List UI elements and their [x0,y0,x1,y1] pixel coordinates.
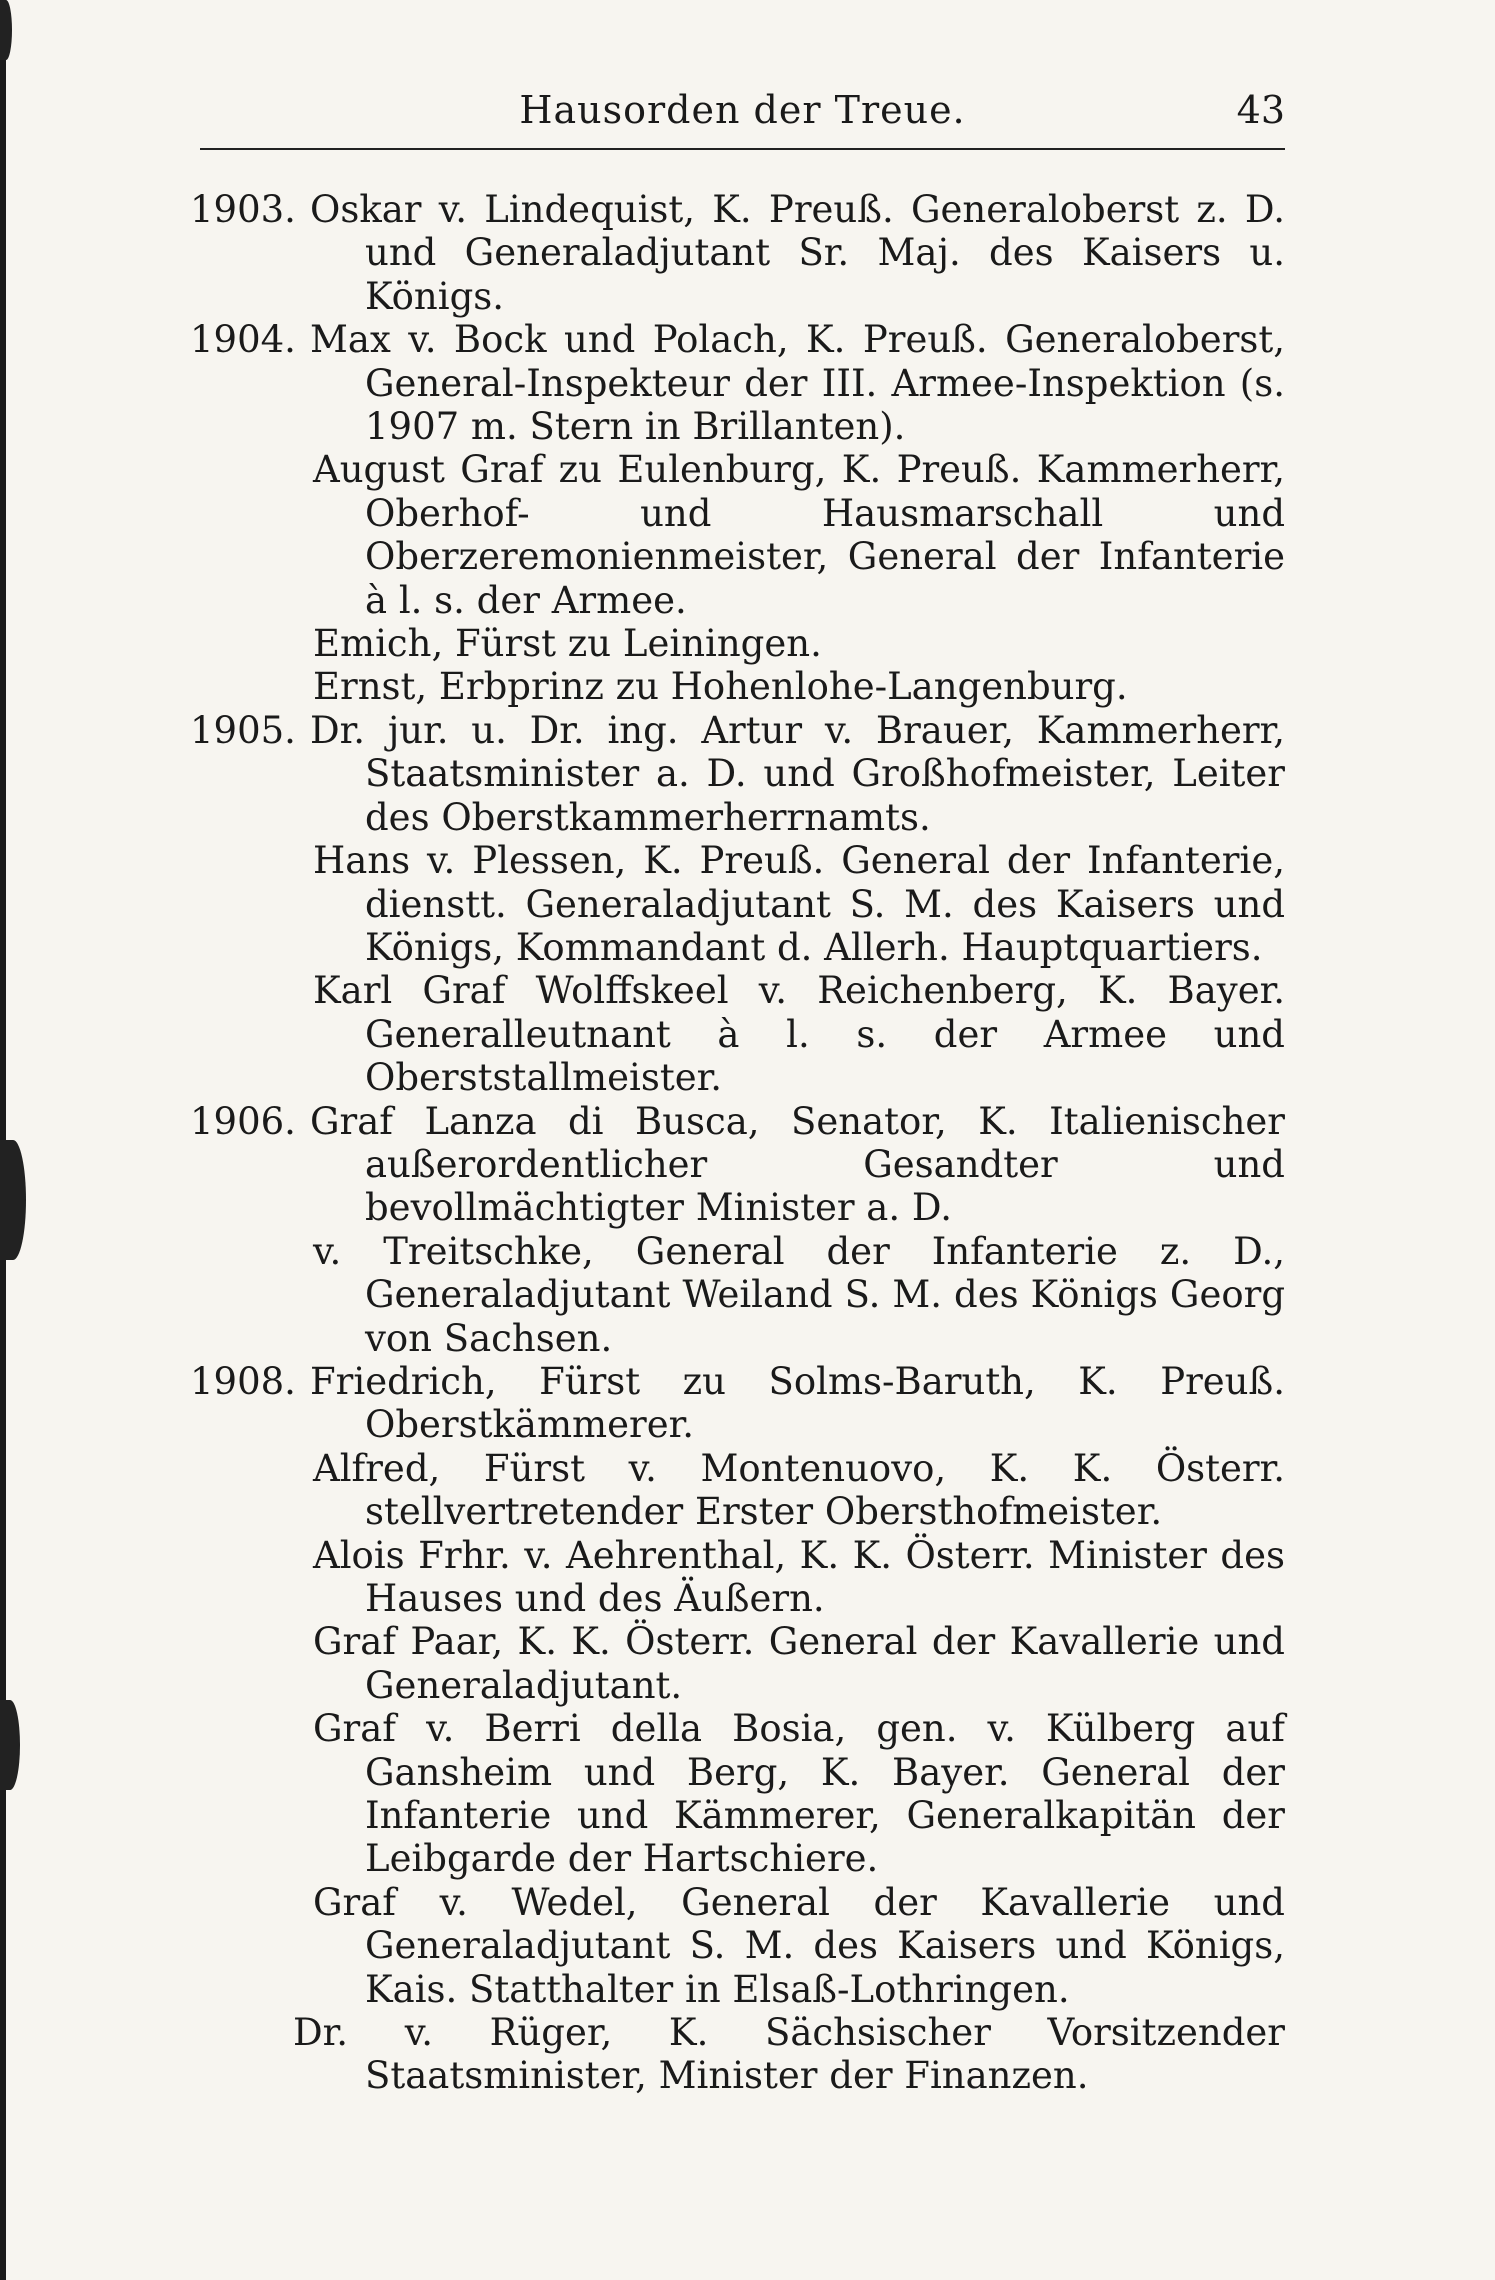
entry-item [190,969,1285,1099]
binding-mark-lower [0,1700,20,1790]
entry-1903 [190,188,1285,318]
entry-year: 1908. [190,1359,296,1403]
entry-item [190,1881,1285,2011]
entry-text: Dr. jur. u. Dr. ing. Artur v. Brauer, Kammerherr, Staatsminister a. D. und Großhofmeister, Leiter des Oberstkammerherrnamts. [310,708,1285,839]
entry-text: Alfred, Fürst v. Montenuovo, K. K. Österr. stellvertretender Erster Obersthofmeister. [313,1446,1285,1534]
entry-text: Graf v. Berri della Bosia, gen. v. Külberg auf Gansheim und Berg, K. Bayer. General der Infanterie und Kämmerer, Generalkapitän der Leibgarde der Hartschiere. [313,1707,1285,1881]
entry-item [190,2011,1285,2098]
entry-item [190,1447,1285,1534]
entry-item [190,1620,1285,1707]
entry-list [190,188,1285,2098]
page-number: 43 [1236,88,1285,132]
entry-1904 [190,318,1285,448]
entry-item [190,665,1285,708]
entry-item [190,1230,1285,1360]
entry-item [190,1707,1285,1881]
entry-item [190,839,1285,969]
entry-text: Dr. v. Rüger, K. Sächsischer Vorsitzender Staatsminister, Minister der Finanzen. [293,2011,1285,2098]
entry-text: Hans v. Plessen, K. Preuß. General der Infanterie, dienstt. Generaladjutant S. M. des Kaisers und Königs, Kommandant d. Allerh. Hauptquartiers. [313,839,1285,969]
running-title: Hausorden der Treue. [519,88,966,132]
entry-text: Max v. Bock und Polach, K. Preuß. Generaloberst, General-Inspekteur der III. Armee-Inspektion (s. 1907 m. Stern in Brillanten). [310,318,1285,449]
entry-text: August Graf zu Eulenburg, K. Preuß. Kammerherr, Oberhof- und Hausmarschall und Oberzeremonienmeister, General der Infanterie à l. s. der Armee. [313,448,1285,622]
entry-year: 1906. [190,1099,296,1143]
page-header [200,80,1285,150]
entry-text: Friedrich, Fürst zu Solms-Baruth, K. Preuß. Oberstkämmerer. [310,1359,1285,1447]
entry-text: Emich, Fürst zu Leiningen. [313,622,822,666]
entry-year: 1905. [190,708,296,752]
entry-text: Graf Lanza di Busca, Senator, K. Italienischer außerordentlicher Gesandter und bevollmächtigter Minister a. D. [310,1099,1285,1230]
entry-text: Karl Graf Wolffskeel v. Reichenberg, K. Bayer. Generalleutnant à l. s. der Armee und Oberststallmeister. [313,969,1285,1100]
entry-text: Oskar v. Lindequist, K. Preuß. Generaloberst z. D. und Generaladjutant Sr. Maj. des Kaisers u. Königs. [310,188,1285,318]
entry-1908 [190,1360,1285,1447]
entry-year: 1904. [190,318,296,362]
entry-year: 1903. [190,188,296,231]
binding-mark-middle [0,1140,26,1260]
entry-text: Graf Paar, K. K. Österr. General der Kavallerie und Generaladjutant. [313,1620,1285,1707]
entry-item [190,1534,1285,1621]
entry-item [190,448,1285,622]
entry-text: v. Treitschke, General der Infanterie z. D., Generaladjutant Weiland S. M. des Königs Georg von Sachsen. [313,1229,1285,1360]
entry-1905 [190,709,1285,839]
entry-text: Graf v. Wedel, General der Kavallerie und Generaladjutant S. M. des Kaisers und Königs, Kais. Statthalter in Elsaß-Lothringen. [313,1880,1285,2011]
entry-1906 [190,1100,1285,1230]
entry-item [190,622,1285,665]
entry-text: Alois Frhr. v. Aehrenthal, K. K. Österr. Minister des Hauses und des Äußern. [313,1533,1285,1620]
entry-text: Ernst, Erbprinz zu Hohenlohe-Langenburg. [313,665,1128,709]
binding-mark-top [0,0,12,60]
